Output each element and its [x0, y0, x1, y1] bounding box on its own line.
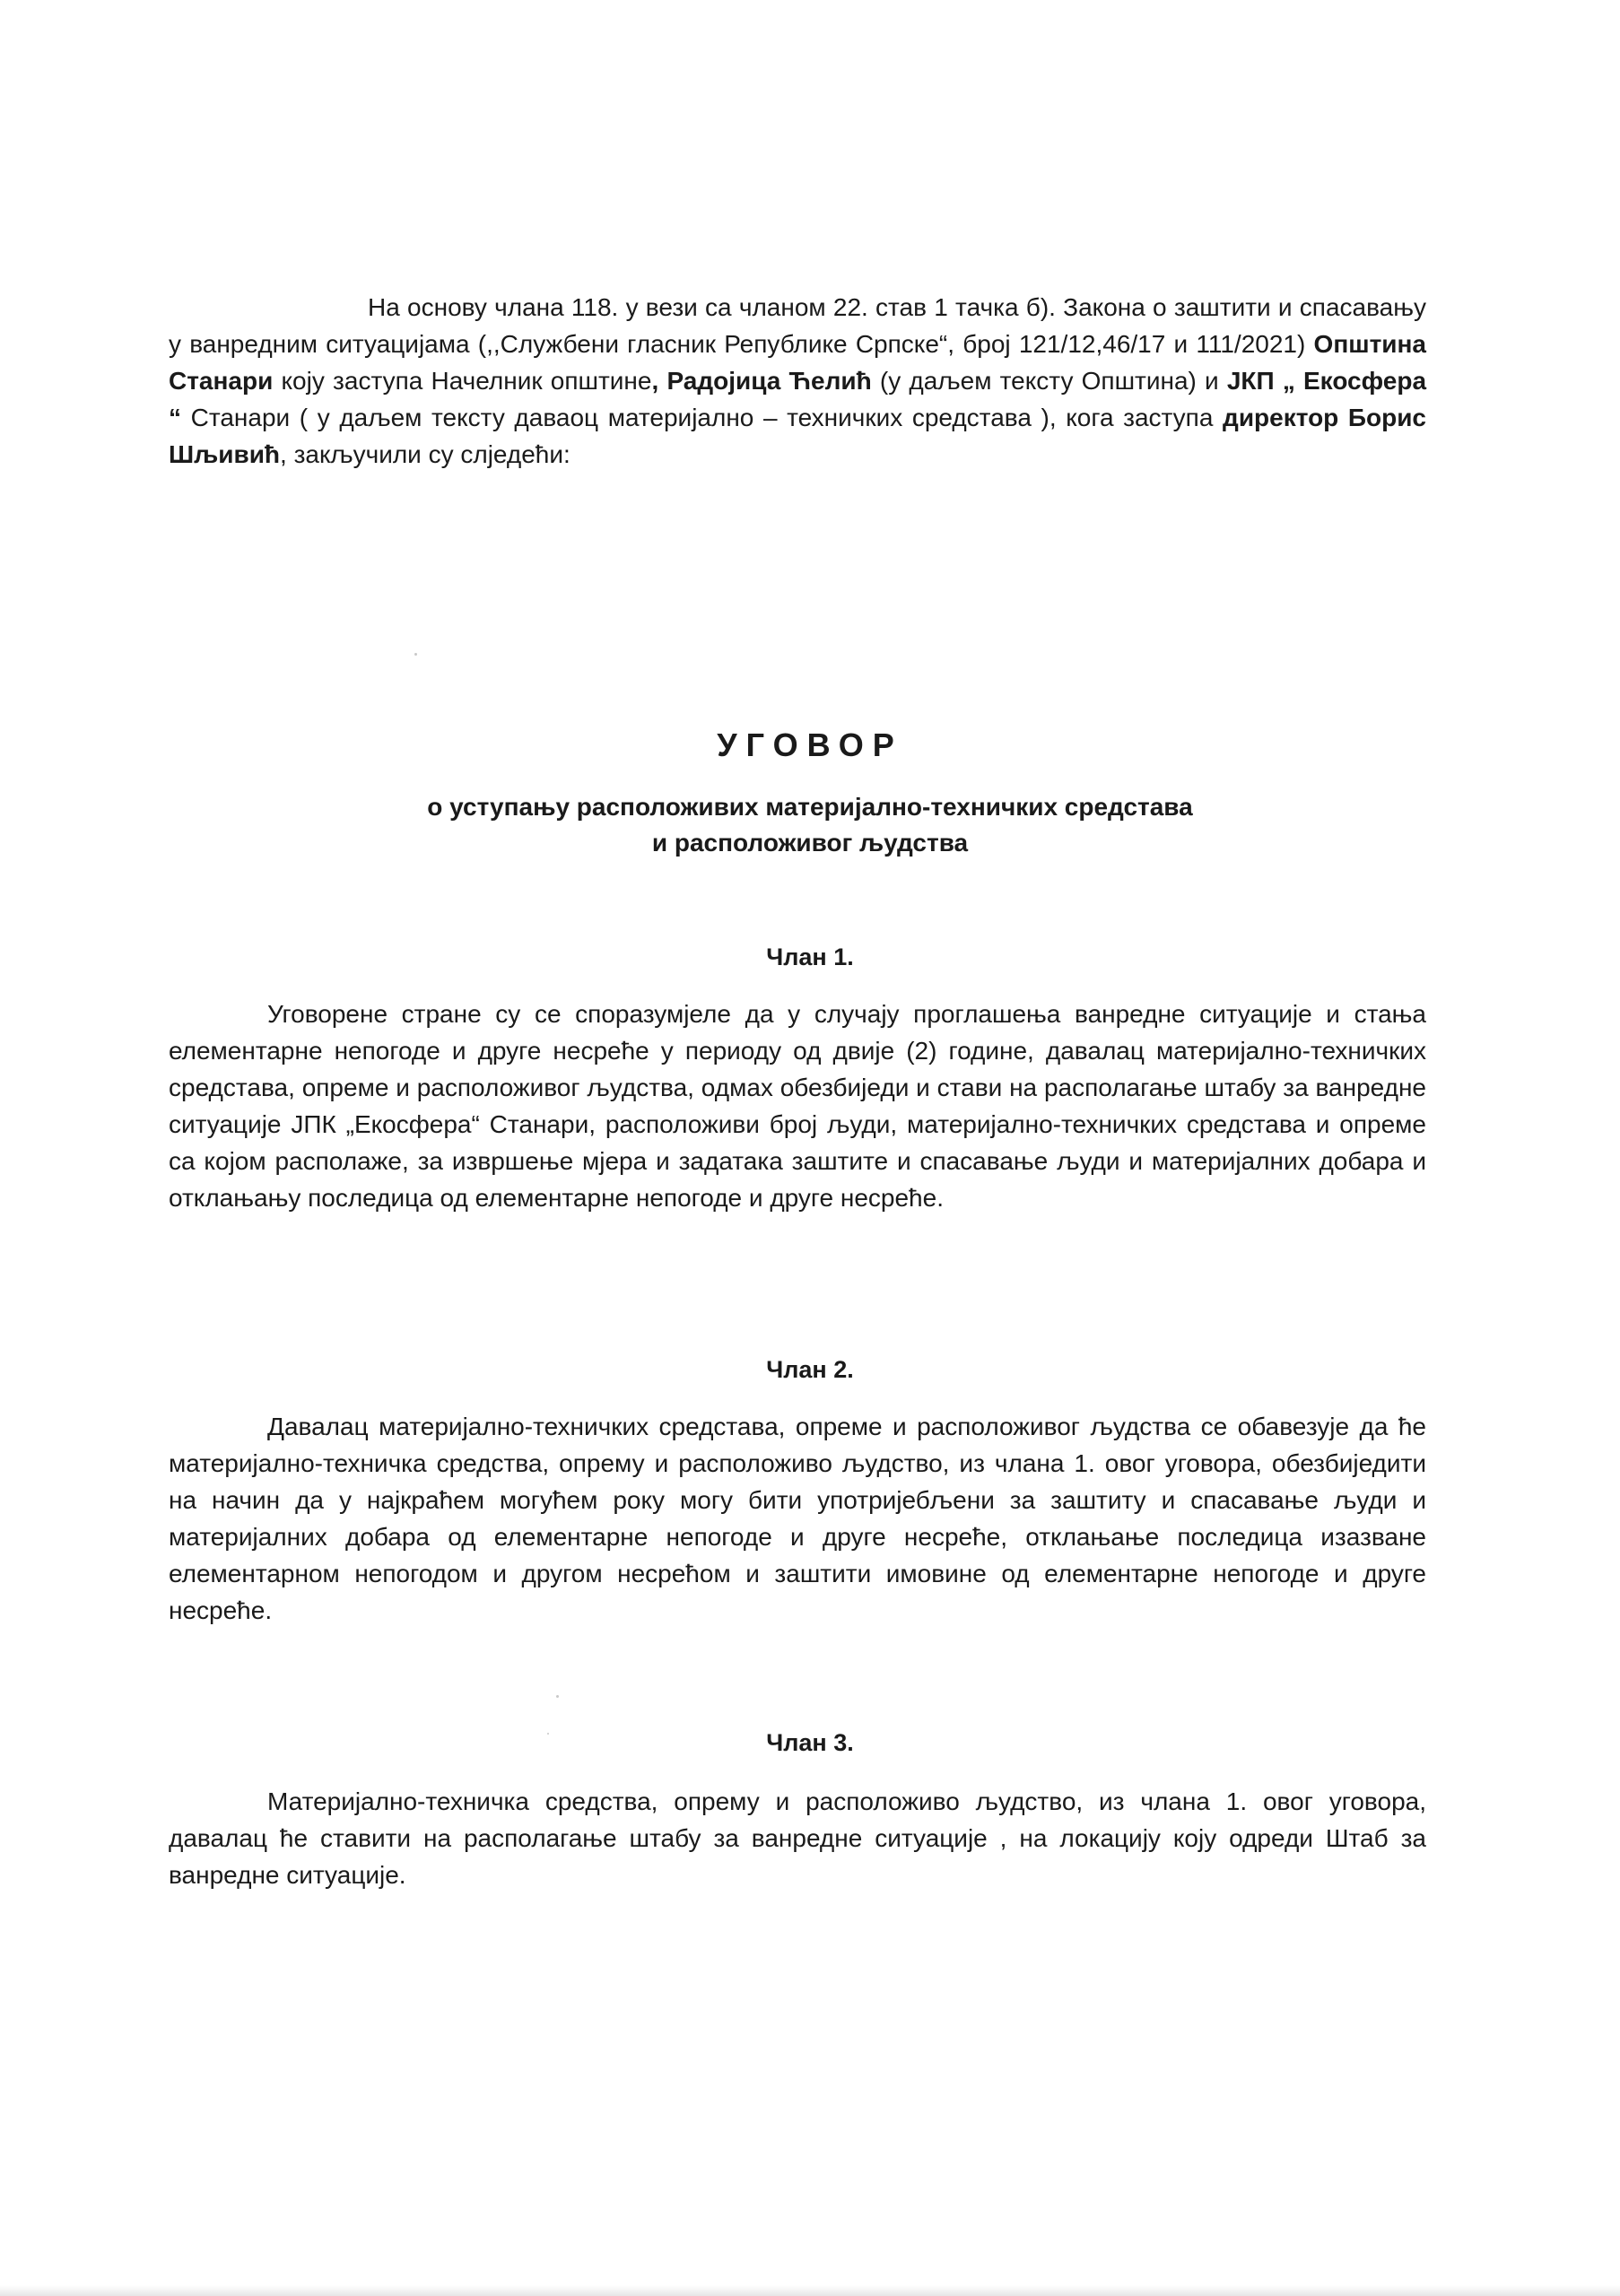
article-1-text: Уговорене стране су се споразумјеле да у случају проглашења ванредне ситуације и стања елементарне непогоде и друге несреће у периоду од двије (2) године, давалац материјално-техничких средстава, опреме и расположивог људства, одмах обезбиједи и стави на располагање штабу за ванредне ситуације ЈПК „Екосфера“ Станари, расположиви број људи, материјално-техничких средстава и опреме са којом располаже, за извршење мјера и задатака заштите и спасавање људи и материјалних добара и отклањању последица од елементарне непогоде и друге несреће.: [169, 1000, 1426, 1212]
party-municipality: Општина Станари: [169, 330, 1426, 395]
article-3-text: Материјално-техничка средства, опрему и расположиво људство, из члана 1. овог уговора, давалац ће ставити на располагање штабу за ванредне ситуације , на локацију коју одреди Штаб за ванредне ситуације.: [169, 1787, 1426, 1889]
article-3-body: [169, 1783, 1426, 1893]
document-title: УГОВОР: [717, 726, 903, 763]
article-3-heading: Члан 3.: [766, 1729, 854, 1756]
article-2-heading: Члан 2.: [766, 1356, 854, 1383]
intro-text-1: На основу члана 118. у вези са чланом 22. став 1 тачка б). Закона о заштити и спасавању у ванредним ситуацијама (,,Службени гласник Републике Српске“, број 121/12,46/17 и 111/2021): [169, 293, 1426, 358]
intro-text: [169, 289, 1426, 473]
intro-text-3: (у даљем тексту Општина) и: [871, 367, 1227, 395]
intro-text-2: коју заступа Начелник општине: [273, 367, 652, 395]
article-2-text: Давалац материјално-техничких средстава, опреме и расположивог људства се обавезује да ће материјално-техничка средства, опрему и расположиво људство, из члана 1. овог уговора, обезбиједити на начин да у најкраћем могућем року могу бити употријебљени за заштиту и спасавање људи и материјалних добара од елементарне непогоде и друге несреће, отклањање последица изазване елементарном непогодом и другом несрећом и заштити имовине од елементарне непогоде и друге несреће.: [169, 1413, 1426, 1624]
document-subtitle: [0, 789, 1620, 861]
intro-paragraph: [169, 289, 1426, 473]
intro-text-4: Станари ( у даљем тексту даваоц материјално – техничких средстава ), кога заступа: [181, 404, 1224, 431]
subtitle-line-1: о уступању расположивих материјално-техничких средстава: [427, 793, 1193, 821]
scan-speck: [556, 1695, 559, 1698]
article-2-body: [169, 1408, 1426, 1629]
party-company: ЈКП „ Екосфера “: [169, 367, 1427, 431]
article-1-heading: Члан 1.: [766, 944, 854, 970]
article-1-body: [169, 996, 1426, 1216]
scan-bottom-edge: [0, 2285, 1620, 2296]
party-representative: , Радојица Ћелић: [651, 367, 872, 395]
intro-text-5: , закључили су слједећи:: [280, 440, 570, 468]
scan-speck: [547, 1733, 549, 1735]
company-director: директор Борис Шљивић: [169, 404, 1427, 468]
subtitle-line-2: и расположивог људства: [651, 829, 969, 857]
scan-speck: [414, 653, 417, 656]
